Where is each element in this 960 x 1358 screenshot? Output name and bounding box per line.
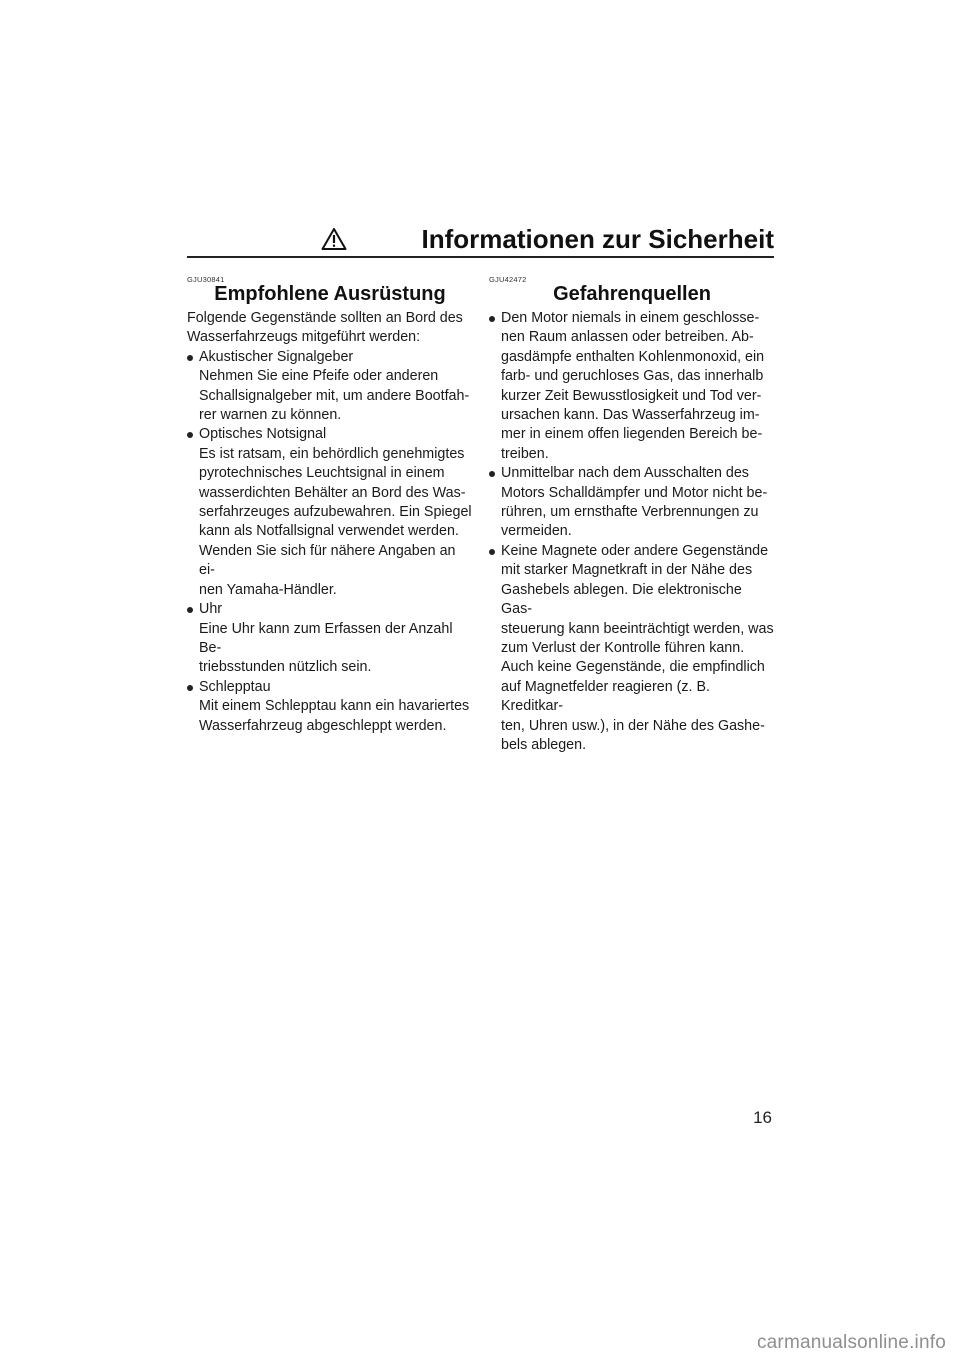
list-item bbox=[489, 464, 775, 542]
text-line: mer in einem offen liegenden Bereich be- bbox=[501, 426, 763, 443]
text-line: Schallsignalgeber mit, um andere Bootfah- bbox=[199, 387, 470, 404]
text-line: ten, Uhren usw.), in der Nähe des Gashe- bbox=[501, 717, 765, 734]
watermark[interactable]: carmanualsonline.info bbox=[756, 1332, 946, 1353]
text-line: Wasserfahrzeugs mitgeführt werden: bbox=[187, 329, 421, 346]
bullet-icon bbox=[187, 355, 193, 361]
text-line: Folgende Gegenstände sollten an Bord des bbox=[187, 310, 463, 326]
page-header bbox=[187, 222, 774, 258]
text-line: serfahrzeuges aufzubewahren. Ein Spiegel bbox=[199, 504, 472, 521]
text-line: gasdämpfe enthalten Kohlenmonoxid, ein bbox=[501, 348, 765, 365]
text-line: Wenden Sie sich für nähere Angaben an ei- bbox=[199, 542, 456, 579]
section-code: GJU30841 bbox=[187, 275, 225, 284]
section-title-hazards: Gefahrenquellen bbox=[553, 283, 711, 305]
text-line: bels ablegen. bbox=[501, 736, 587, 753]
text-line: Mit einem Schlepptau kann ein havariertes bbox=[199, 698, 470, 715]
text-line: farb- und geruchloses Gas, das innerhalb bbox=[501, 368, 764, 385]
bullet-icon bbox=[187, 685, 193, 691]
left-column bbox=[187, 275, 473, 736]
text-line: Nehmen Sie eine Pfeife oder anderen bbox=[199, 368, 439, 385]
text-line: Es ist ratsam, ein behördlich genehmigtes bbox=[199, 445, 465, 462]
text-line: Keine Magnete oder andere Gegenstände bbox=[501, 542, 769, 559]
text-line: wasserdichten Behälter an Bord des Was- bbox=[199, 484, 466, 501]
section-title-equipment: Empfohlene Ausrüstung bbox=[214, 283, 446, 305]
section-code: GJU42472 bbox=[489, 275, 527, 284]
bullet-icon bbox=[187, 432, 193, 438]
text-line: nen Yamaha-Händler. bbox=[199, 581, 337, 598]
list-item-heading: Akustischer Signalgeber bbox=[199, 348, 354, 365]
text-line: nen Raum anlassen oder betreiben. Ab- bbox=[501, 329, 754, 346]
text-line: rühren, um ernsthafte Verbrennungen zu bbox=[501, 504, 759, 521]
bullet-icon bbox=[489, 549, 495, 555]
list-item-heading: Schlepptau bbox=[199, 678, 271, 695]
text-line: auf Magnetfelder reagieren (z. B. Kreditkar- bbox=[501, 678, 711, 715]
text-line: mit starker Magnetkraft in der Nähe des bbox=[501, 562, 753, 579]
text-line: Unmittelbar nach dem Ausschalten des bbox=[501, 465, 749, 482]
text-line: Eine Uhr kann zum Erfassen der Anzahl Be- bbox=[199, 620, 453, 656]
list-item-heading: Optisches Notsignal bbox=[199, 426, 327, 443]
intro-paragraph bbox=[187, 309, 473, 348]
page-title: Informationen zur Sicherheit bbox=[421, 224, 774, 254]
text-line: kann als Notfallsignal verwendet werden. bbox=[199, 523, 459, 540]
text-line: Auch keine Gegenstände, die empfindlich bbox=[501, 659, 765, 676]
warning-triangle-icon bbox=[321, 227, 347, 251]
bullet-icon bbox=[489, 471, 495, 477]
text-line: ursachen kann. Das Wasserfahrzeug im- bbox=[501, 407, 760, 424]
text-line: Den Motor niemals in einem geschlosse- bbox=[501, 310, 760, 326]
right-column bbox=[489, 275, 775, 755]
text-line: pyrotechnisches Leuchtsignal in einem bbox=[199, 465, 445, 482]
list-item bbox=[187, 600, 473, 678]
text-line: Gashebels ablegen. Die elektronische Gas- bbox=[501, 581, 742, 618]
list-item bbox=[187, 425, 473, 600]
text-line: treiben. bbox=[501, 445, 549, 462]
bullet-icon bbox=[489, 316, 495, 322]
text-line: triebsstunden nützlich sein. bbox=[199, 659, 372, 676]
text-line: steuerung kann beeinträchtigt werden, was bbox=[501, 620, 774, 637]
list-item bbox=[489, 309, 775, 464]
text-line: Wasserfahrzeug abgeschleppt werden. bbox=[199, 717, 447, 734]
text-line: zum Verlust der Kontrolle führen kann. bbox=[501, 639, 745, 656]
list-item bbox=[187, 348, 473, 426]
text-line: vermeiden. bbox=[501, 523, 572, 540]
list-item bbox=[489, 542, 775, 755]
bullet-icon bbox=[187, 607, 193, 613]
text-line: rer warnen zu können. bbox=[199, 407, 342, 424]
text-line: kurzer Zeit Bewusstlosigkeit und Tod ver- bbox=[501, 387, 762, 404]
text-line: Motors Schalldämpfer und Motor nicht be- bbox=[501, 484, 768, 501]
list-item bbox=[187, 678, 473, 736]
page-number: 16 bbox=[753, 1108, 772, 1127]
list-item-heading: Uhr bbox=[199, 601, 223, 618]
